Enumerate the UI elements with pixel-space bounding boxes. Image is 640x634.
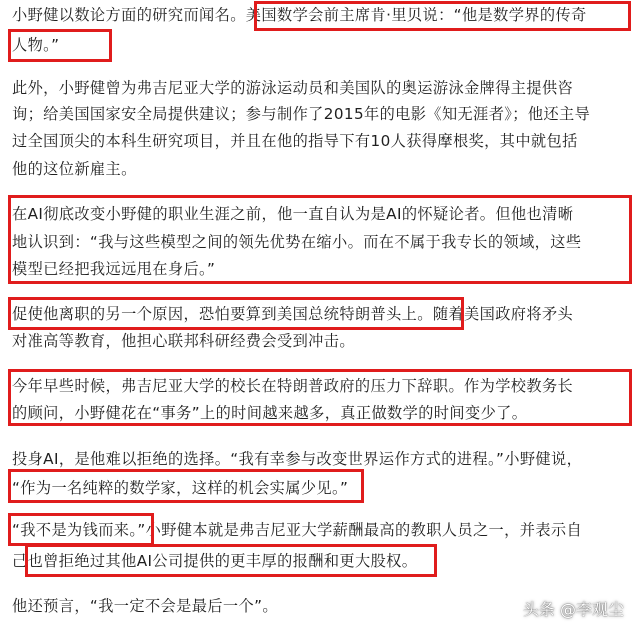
watermark-text: 头条 @李观尘	[522, 600, 624, 619]
paragraph-2-line-4: 他的这位新雇主。	[12, 160, 137, 178]
paragraph-4-line-1: 促使他离职的另一个原因，恐怕要算到美国总统特朗普头上。随着美国政府将矛头	[12, 305, 574, 323]
paragraph-1-line-2: 人物。”	[12, 36, 60, 54]
paragraph-5-line-1: 今年早些时候，弗吉尼亚大学的校长在特朗普政府的压力下辞职。作为学校教务长	[12, 377, 574, 395]
paragraph-3-line-1: 在AI彻底改变小野健的职业生涯之前，他一直自认为是AI的怀疑论者。但他也清晰	[12, 205, 574, 223]
paragraph-2-line-1: 此外，小野健曾为弗吉尼亚大学的游泳运动员和美国队的奥运游泳金牌得主提供咨	[12, 79, 574, 97]
paragraph-3-line-2: 地认识到：“我与这些模型之间的领先优势在缩小。而在不属于我专长的领域，这些	[12, 233, 582, 251]
paragraph-4-line-2: 对准高等教育，他担心联邦科研经费会受到冲击。	[12, 332, 355, 350]
paragraph-1-line-1: 小野健以数论方面的研究而闻名。美国数学会前主席肯·里贝说：“他是数学界的传奇	[12, 6, 587, 24]
watermark	[523, 597, 624, 620]
paragraph-6-line-2: “作为一名纯粹的数学家，这样的机会实属少见。”	[12, 479, 349, 497]
paragraph-2-line-3: 过全国顶尖的本科生研究项目，并且在他的指导下有10人获得摩根奖，其中就包括	[12, 132, 578, 150]
paragraph-6-line-1: 投身AI，是他难以拒绝的选择。“我有幸参与改变世界运作方式的进程。”小野健说，	[12, 450, 583, 468]
paragraph-7-line-1: “我不是为钱而来。”小野健本就是弗吉尼亚大学薪酬最高的教职人员之一，并表示自	[12, 521, 583, 539]
paragraph-8-line-1: 他还预言，“我一定不会是最后一个”。	[12, 597, 278, 615]
paragraph-5-line-2: 的顾问，小野健花在“事务”上的时间越来越多，真正做数学的时间变少了。	[12, 404, 528, 422]
paragraph-3-line-3: 模型已经把我远远甩在身后。”	[12, 260, 216, 278]
paragraph-2-line-2: 询；给美国国家安全局提供建议；参与制作了2015年的电影《知无涯者》；他还主导	[12, 105, 591, 123]
paragraph-7-line-2: 己也曾拒绝过其他AI公司提供的更丰厚的报酬和更大股权。	[12, 552, 418, 570]
